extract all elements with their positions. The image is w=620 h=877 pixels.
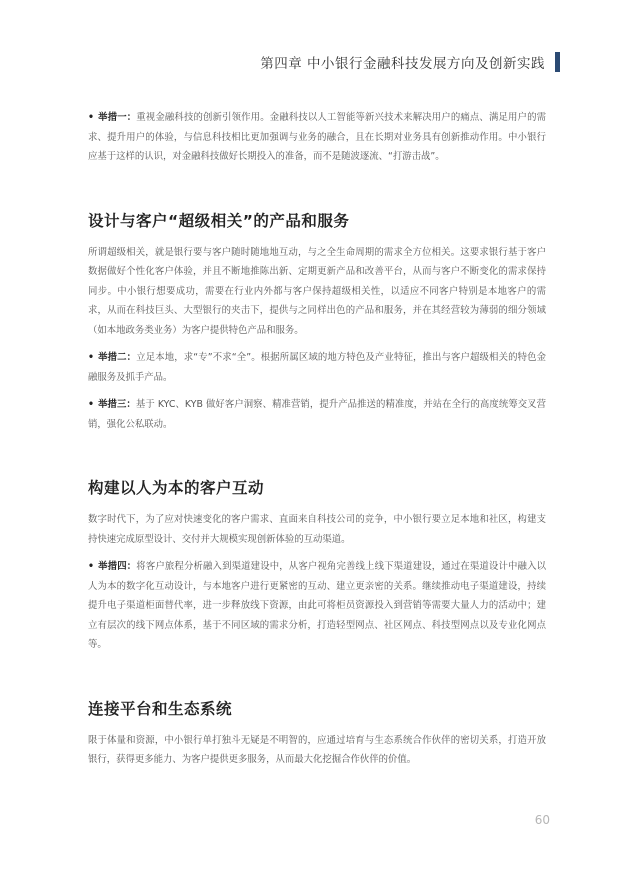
measure-two-paragraph [88,348,546,387]
platform-ecosystem-paragraph: 限于体量和资源，中小银行单打独斗无疑是不明智的，应通过培育与生态系统合作伙伴的密切关系，打造开放银行，获得更多能力、为客户提供更多服务，从而最大化挖掘合作伙伴的价值。 [88,734,546,765]
section-heading-platform-ecosystem: 连接平台和生态系统 [88,699,233,718]
measure-four-label: 举措四： [98,561,137,572]
chapter-title: 第四章 中小银行金融科技发展方向及创新实践 [260,56,545,72]
customer-interaction-paragraph: 数字时代下，为了应对快速变化的客户需求、直面来自科技公司的竞争，中小银行要立足本地和社区，构建支持快速完成原型设计、交付并大规模实现创新体验的互动渠道。 [88,514,546,545]
measure-four-paragraph [88,557,546,655]
section-heading-super-relevant: 设计与客户“超级相关”的产品和服务 [88,211,350,230]
measure-one-paragraph [88,108,546,167]
page-content [88,108,546,770]
measure-one-text: 重视金融科技的创新引领作用。金融科技以人工智能等新兴技术来解决用户的痛点、满足用户的需求、提升用户的体验，与信息科技相比更加强调与业务的融合，且在长期对业务具有创新推动作用。中小银行应基于这样的认识，对金融科技做好长期投入的准备，而不是随波逐流、“打游击战”。 [88,112,546,162]
measure-four-text: 将客户旅程分析融入到渠道建设中，从客户视角完善线上线下渠道建设，通过在渠道设计中融入以人为本的数字化互动设计，与本地客户进行更紧密的互动、建立更亲密的关系。继续推动电子渠道建设，持续提升电子渠道柜面替代率，进一步释放线下资源，由此可将柜员资源投入到营销等需要大量人力的活动中；建立有层次的线下网点体系，基于不同区域的需求分析，打造轻型网点、社区网点、科技型网点以及专业化网点等。 [88,561,546,650]
bullet-icon: • [88,352,94,363]
measure-three-text: 基于 KYC、KYB 做好客户洞察、精准营销，提升产品推送的精准度，并站在全行的高度统筹交叉营销，强化公私联动。 [88,399,546,430]
measure-one-label: 举措一： [98,112,137,123]
measure-two-label: 举措二： [98,352,137,363]
measure-two-text: 立足本地，求“专”不求“全”。根据所属区域的地方特色及产业特征，推出与客户超级相关的特色金融服务及抓手产品。 [88,352,546,383]
measure-three-label: 举措三： [98,399,136,410]
measure-three-paragraph [88,395,546,434]
section-heading-customer-interaction: 构建以人为本的客户互动 [88,479,265,497]
chapter-header [260,50,560,74]
page-number: 60 [534,813,550,827]
bullet-icon: • [88,561,94,572]
super-relevant-paragraph: 所谓超级相关，就是银行要与客户随时随地地互动，与之全生命周期的需求全方位相关。这要求银行基于客户数据做好个性化客户体验，并且不断地推陈出新、定期更新产品和改善平台，从而与客户不断变化的需求保持同步。中小银行想要成功，需要在行业内外都与客户保持超级相关性，以适应不同客户特别是本地客户的需求，从而在科技巨头、大型银行的夹击下，提供与之同样出色的产品和服务，并在其经营较为薄弱的细分领域（如本地政务类业务）为客户提供特色产品和服务。 [88,246,546,336]
bullet-icon: • [88,399,94,410]
header-accent-bar [555,52,560,72]
bullet-icon: • [88,112,94,123]
